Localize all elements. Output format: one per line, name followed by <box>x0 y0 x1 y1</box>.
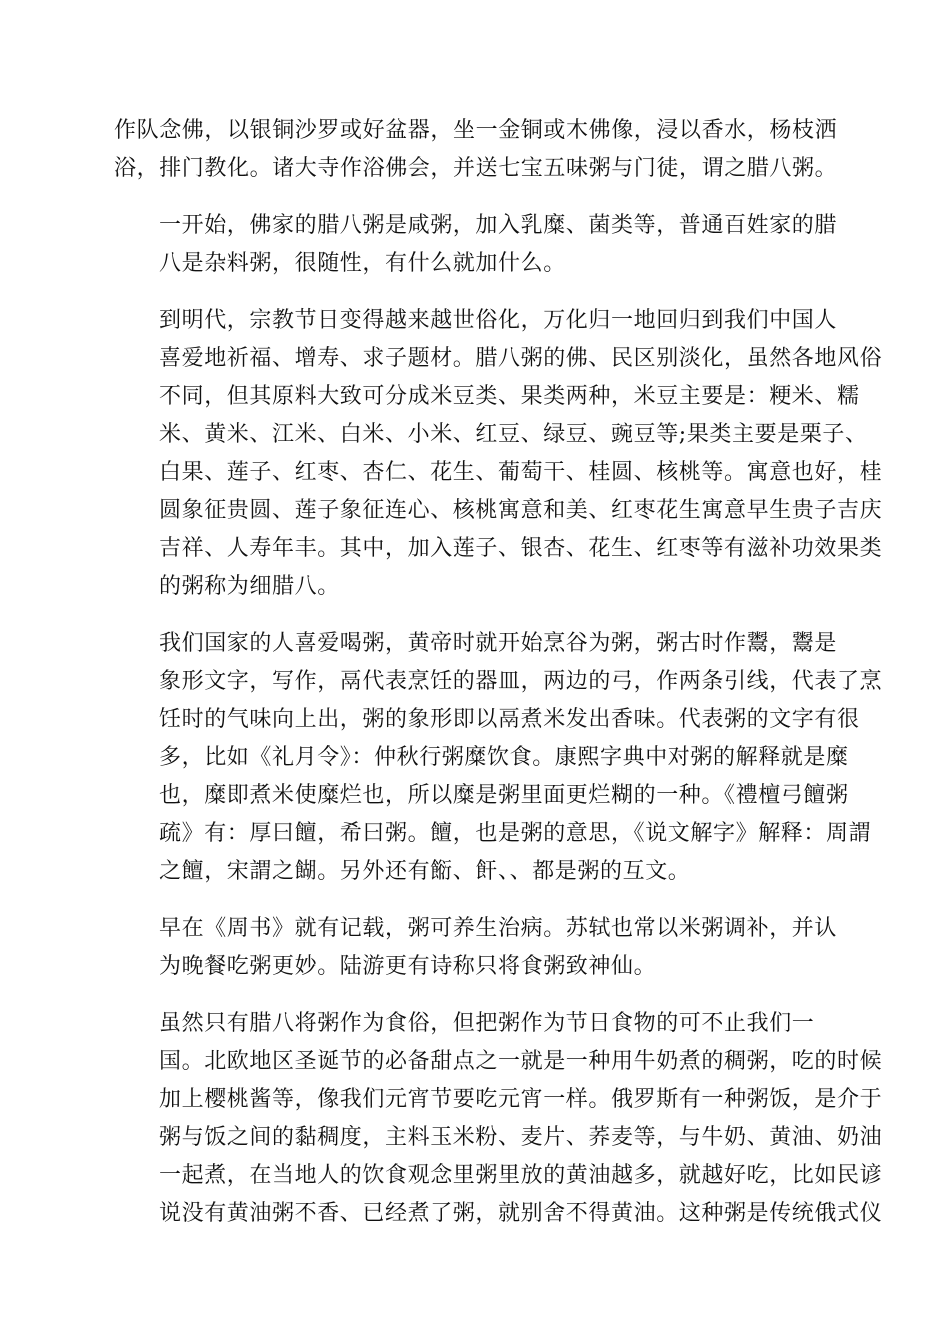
document-body <box>114 112 883 1252</box>
text-line: 一起煮，在当地人的饮食观念里粥里放的黄油越多，就越好吃，比如民谚 <box>159 1163 883 1188</box>
text-line: 粥与饭之间的黏稠度，主料玉米粉、麦片、荞麦等，与牛奶、黄油、奶油 <box>159 1125 883 1150</box>
text-line: 国。北欧地区圣诞节的必备甜点之一就是一种用牛奶煮的稠粥，吃的时候 <box>159 1049 883 1074</box>
text-line: 浴，排门教化。诸大寺作浴佛会，并送七宝五味粥与门徒，谓之腊八粥。 <box>114 156 838 181</box>
text-line: 吉祥、人寿年丰。其中，加入莲子、银杏、花生、红枣等有滋补功效果类 <box>159 536 883 561</box>
text-line: 作队念佛，以银铜沙罗或好盆器，坐一金铜或木佛像，浸以香水，杨枝洒 <box>114 118 838 143</box>
text-line: 白果、莲子、红枣、杏仁、花生、葡萄干、桂圆、核桃等。寓意也好，桂 <box>159 460 883 485</box>
text-line: 到明代，宗教节日变得越来越世俗化，万化归一地回归到我们中国人 <box>159 308 838 333</box>
text-line: 虽然只有腊八将粥作为食俗，但把粥作为节日食物的可不止我们一 <box>159 1011 815 1036</box>
text-line: 喜爱地祈福、增寿、求子题材。腊八粥的佛、民区别淡化，虽然各地风俗 <box>159 346 883 371</box>
text-line: 不同，但其原料大致可分成米豆类、果类两种，米豆主要是：粳米、糯 <box>159 384 860 409</box>
paragraph <box>114 910 838 986</box>
text-line: 的粥称为细腊八。 <box>159 574 340 599</box>
paragraph <box>114 625 883 891</box>
text-line: 八是杂料粥，很随性，有什么就加什么。 <box>159 251 566 276</box>
text-line: 之饘，宋謂之餬。另外还有餰、飦、、都是粥的互文。 <box>159 859 691 884</box>
text-line: 圆象征贵圆、莲子象征连心、核桃寓意和美、红枣花生寓意早生贵子吉庆 <box>159 498 883 523</box>
paragraph <box>114 112 838 188</box>
text-line: 疏》有：厚曰饘，希曰粥。饘，也是粥的意思，《说文解字》解释：周謂 <box>159 821 872 846</box>
paragraph <box>114 207 838 283</box>
text-line: 饪时的气味向上出，粥的象形即以鬲煮米发出香味。代表粥的文字有很 <box>159 707 860 732</box>
text-line: 早在《周书》就有记载，粥可养生治病。苏轼也常以米粥调补，并认 <box>159 916 838 941</box>
paragraph <box>114 302 883 606</box>
paragraph <box>114 1005 883 1233</box>
text-line: 加上樱桃酱等，像我们元宵节要吃元宵一样。俄罗斯有一种粥饭，是介于 <box>159 1087 883 1112</box>
text-line: 说没有黄油粥不香、已经煮了粥，就别舍不得黄油。这种粥是传统俄式仪 <box>159 1201 883 1226</box>
text-line: 为晚餐吃粥更妙。陆游更有诗称只将食粥致神仙。 <box>159 954 657 979</box>
text-line: 米、黄米、江米、白米、小米、红豆、绿豆、豌豆等;果类主要是栗子、 <box>159 422 868 447</box>
text-line: 也，糜即煮米使糜烂也，所以糜是粥里面更烂糊的一种。《禮檀弓饘粥 <box>159 783 849 808</box>
text-line: 我们国家的人喜爱喝粥，黄帝时就开始烹谷为粥，粥古时作鬻，鬻是 <box>159 631 838 656</box>
text-line: 象形文字，写作，鬲代表烹饪的器皿，两边的弓，作两条引线，代表了烹 <box>159 669 883 694</box>
text-line: 一开始，佛家的腊八粥是咸粥，加入乳糜、菌类等，普通百姓家的腊 <box>159 213 838 238</box>
text-line: 多，比如《礼月令》：仲秋行粥糜饮食。康熙字典中对粥的解释就是糜 <box>159 745 849 770</box>
